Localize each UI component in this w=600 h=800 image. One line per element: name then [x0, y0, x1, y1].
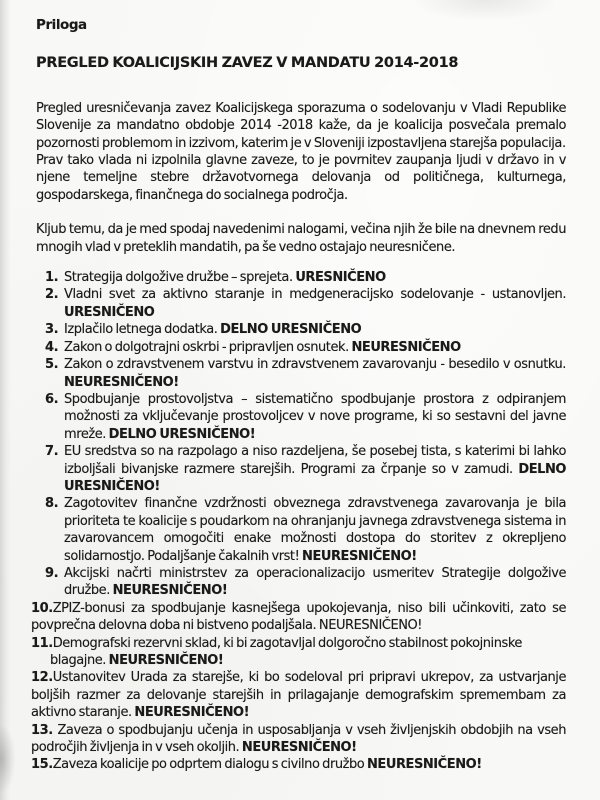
item-number: 11.	[31, 635, 53, 651]
item-text: Zaveza o spodbujanju učenja in usposabljanja v vseh življenjskih obdobjih na vseh področjih življenja in v vseh okoljih.	[31, 722, 566, 756]
item-status: NEURESNIČENO!	[302, 548, 417, 564]
item-status: NEURESNIČENO!	[241, 740, 357, 756]
attachment-label: Priloga	[36, 17, 87, 33]
item-text: Vladni svet za aktivno staranje in medgeneracijsko sodelovanje - ustanovljen.	[64, 287, 566, 303]
list-item	[31, 756, 566, 773]
item-text: Ustanovitev Urada za starejše, ki bo sodeloval pri pripravi ukrepov, za ustvarjanje boljših razmer za delovanje starejših in prilagajanje demografskim spremembam za aktivno staranje.	[31, 670, 566, 721]
item-text: ZPIZ-bonusi za spodbujanje kasnejšega upokojevanja, niso bili učinkoviti, zato se povprečna delovna doba ni bistveno podaljšala.	[31, 600, 566, 634]
item-text: Strategija dolgožive družbe – sprejeta.	[64, 270, 296, 286]
scanner-edge-shadow	[0, 0, 11, 800]
list-item	[36, 356, 566, 391]
list-item	[36, 269, 566, 286]
item-number: 6.	[45, 391, 59, 407]
item-status: NEURESNIČENO!	[367, 757, 482, 773]
item-number: 3.	[45, 322, 59, 338]
item-text: Demografski rezervni sklad, ki bi zagotavljal dolgoročno stabilnost pokojninske blagajne.	[50, 635, 522, 668]
list-item	[36, 443, 566, 495]
item-text: Spodbujanje prostovoljstva – sistematično spodbujanje prostora z odpiranjem možnosti za vključevanje prostovoljcev v nove programe, ki so sestavni del javne mreže.	[64, 391, 566, 442]
document-title: PREGLED KOALICIJSKIH ZAVEZ V MANDATU 2014-2018	[36, 55, 459, 72]
item-number: 2.	[45, 287, 59, 303]
list-item	[31, 635, 566, 670]
item-text: Zakon o dolgotrajni oskrbi - pripravljen osnutek.	[64, 339, 352, 355]
item-number: 1.	[45, 270, 59, 286]
item-status: NEURESNIČENO	[351, 339, 461, 355]
item-text: EU sredstva so na razpolago a niso razdeljena, še posebej tista, s katerimi bi lahko izboljšali bivanjske razmere starejših. Programi za črpanje so v zamudi.	[64, 444, 566, 477]
item-status: NEURESNIČENO!	[318, 618, 423, 634]
item-text: Zakon o zdravstvenem varstvu in zdravstvenem zavarovanju - besedilo v osnutku.	[64, 357, 566, 373]
item-status: URESNIČENO	[295, 270, 386, 286]
item-text: Zaveza koalicije po odprtem dialogu s civilno družbo	[52, 757, 367, 773]
item-number: 8.	[45, 496, 59, 512]
item-text: Akcijski načrti ministrstev za operacionalizacijo usmeritev Strategije dolgožive družbe.	[64, 565, 566, 599]
document-content	[31, 17, 566, 774]
paragraph-overview: Pregled uresničevanja zavez Koalicijskega sporazuma o sodelovanju v Vladi Republike Slovenije za mandatno obdobje 2014 -2018 kaže, da je koalicija posvečala premalo pozornosti problemom in izzivom, katerim je v Sloveniji izpostavljena starejša populacija.	[36, 100, 566, 151]
list-item	[31, 600, 566, 635]
item-status: DELNO URESNIČENO!	[108, 426, 256, 442]
list-item	[31, 722, 566, 757]
item-number: 15.	[31, 757, 53, 773]
item-text: Zagotovitev finančne vzdržnosti obveznega zdravstvenega zavarovanja je bila prioriteta te koalicije s poudarkom na ohranjanju javnega zdravstvenega sistema in zavarovancem omogočiti enake možnosti dostopa do storitev z okrepljeno solidarnostjo. Podaljšanje čakalnih vrst!	[64, 496, 566, 564]
item-number: 13.	[31, 722, 58, 738]
item-status: NEURESNIČENO!	[108, 653, 224, 668]
list-item	[36, 565, 566, 600]
item-number: 4.	[45, 339, 59, 355]
item-number: 7.	[45, 444, 59, 460]
item-status: DELNO URESNIČENO!	[64, 461, 566, 494]
paragraph-kljub: Kljub temu, da je med spodaj navedenimi nalogami, večina njih že bile na dnevnem redu mnogih vlad v preteklih mandatih, pa še vedno ostajajo neuresničene.	[36, 222, 566, 255]
intro-paragraphs	[36, 100, 566, 204]
list-item	[36, 391, 566, 443]
list-item	[36, 495, 566, 565]
item-number: 5.	[45, 357, 59, 373]
item-number: 9.	[45, 565, 59, 581]
item-status: DELNO URESNIČENO	[220, 322, 362, 338]
paragraph-trust: Prav tako vlada ni izpolnila glavne zaveze, to je povrnitev zaupanja ljudi v državo in v njene temeljne stebre državotvornega delovanja od političnega, kulturnega, gospodarskega, finančnega do socialnega področja.	[36, 153, 566, 203]
list-item	[36, 339, 566, 356]
item-text: Izplačilo letnega dodatka.	[64, 322, 221, 338]
item-status: URESNIČENO	[64, 304, 155, 320]
item-status: NEURESNIČENO!	[112, 583, 228, 599]
scan-smudge-bottom-left	[0, 724, 16, 794]
list-item	[31, 669, 566, 721]
item-status: NEURESNIČENO!	[64, 374, 179, 390]
list-item	[36, 286, 566, 321]
item-status: NEURESNIČENO!	[134, 705, 250, 721]
item-number: 12.	[31, 670, 53, 686]
item-number: 10.	[31, 600, 53, 616]
list-item	[36, 321, 566, 338]
commitments-list	[31, 269, 566, 774]
